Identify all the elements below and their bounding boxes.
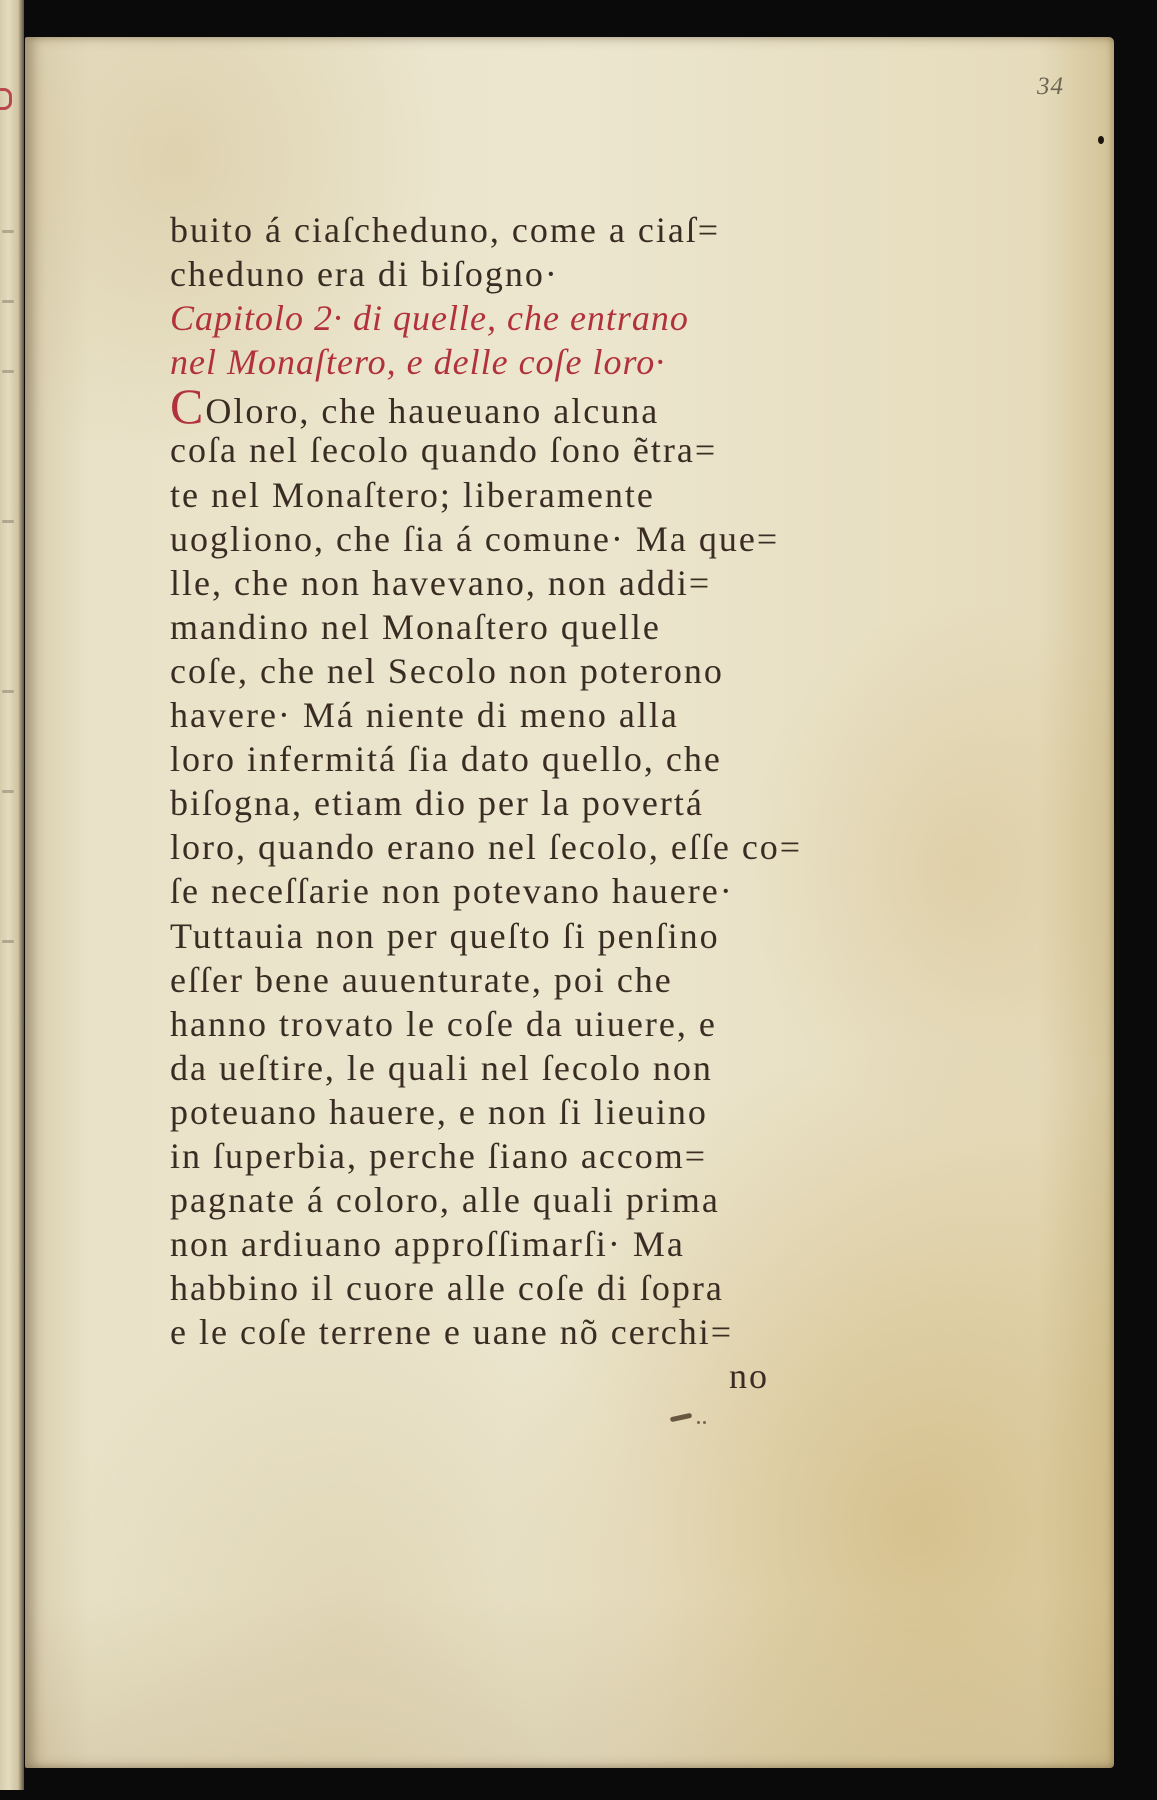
text-line: coſa nel ſecolo quando ſono ẽtra= <box>170 430 718 471</box>
text-line: e le coſe terrene e uane nõ cerchi= <box>170 1312 733 1353</box>
ink-spot <box>1098 136 1104 144</box>
rubric-line: nel Monaſtero, e delle coſe loro· <box>170 342 666 383</box>
folio-number: 34 <box>1037 73 1064 100</box>
text-line: havere· Má niente di meno alla <box>170 695 679 736</box>
text-line: coſe, che nel Secolo non poterono <box>170 650 724 691</box>
text-line: biſogna, etiam dio per la povertá <box>170 783 704 824</box>
previous-page-edge <box>0 0 24 1790</box>
text-fragment <box>2 690 14 693</box>
text-line: Tuttauia non per queſto ſi penſino <box>170 915 720 956</box>
text-line: mandino nel Monaſtero quelle <box>170 606 661 647</box>
text-line: te nel Monaſtero; liberamente <box>170 474 655 515</box>
text-fragment <box>2 790 14 793</box>
text-fragment <box>2 370 14 373</box>
text-fragment <box>2 230 14 233</box>
text-line: loro infermitá ſia dato quello, che <box>170 739 722 780</box>
text-fragment <box>2 300 14 303</box>
catchword: no <box>729 1356 769 1397</box>
text-line: habbino il cuore alle coſe di ſopra <box>170 1268 724 1309</box>
text-line: in ſuperbia, perche ſiano accom= <box>170 1135 708 1176</box>
manuscript-page <box>25 37 1114 1768</box>
text-line: eſſer bene auuenturate, poi che <box>170 959 673 1000</box>
text-line: uogliono, che ſia á comune· Ma que= <box>170 518 780 559</box>
text-line: loro, quando erano nel ſecolo, eſſe co= <box>170 827 803 868</box>
text-line: ſe neceſſarie non potevano hauere· <box>170 871 734 912</box>
text-line: da ueſtire, le quali nel ſecolo non <box>170 1047 713 1088</box>
text-line: poteuano hauere, e non ſi lieuino <box>170 1091 708 1132</box>
pen-flourish <box>670 1413 693 1422</box>
text-block <box>170 208 802 1399</box>
text-fragment <box>2 520 14 523</box>
text-fragment <box>2 940 14 943</box>
rubric-fragment <box>0 88 12 110</box>
pen-dot <box>703 1421 706 1424</box>
text-line: pagnate á coloro, alle quali prima <box>170 1180 720 1221</box>
text-line: lle, che non havevano, non addi= <box>170 562 712 603</box>
text-line: non ardiuano approſſimarſi· Ma <box>170 1224 685 1265</box>
text-line: buito á ciaſcheduno, come a ciaſ= <box>170 210 721 250</box>
pen-dot <box>697 1421 700 1424</box>
initial-letter: C <box>170 378 206 435</box>
text-line: hanno trovato le coſe da uiuere, e <box>170 1003 717 1044</box>
rubric-line: Capitolo 2· di quelle, che entrano <box>170 298 689 339</box>
text-line-rest: Oloro, che haueuano alcuna <box>205 391 660 432</box>
text-line: cheduno era di biſogno· <box>170 254 559 295</box>
text-line <box>170 378 802 435</box>
